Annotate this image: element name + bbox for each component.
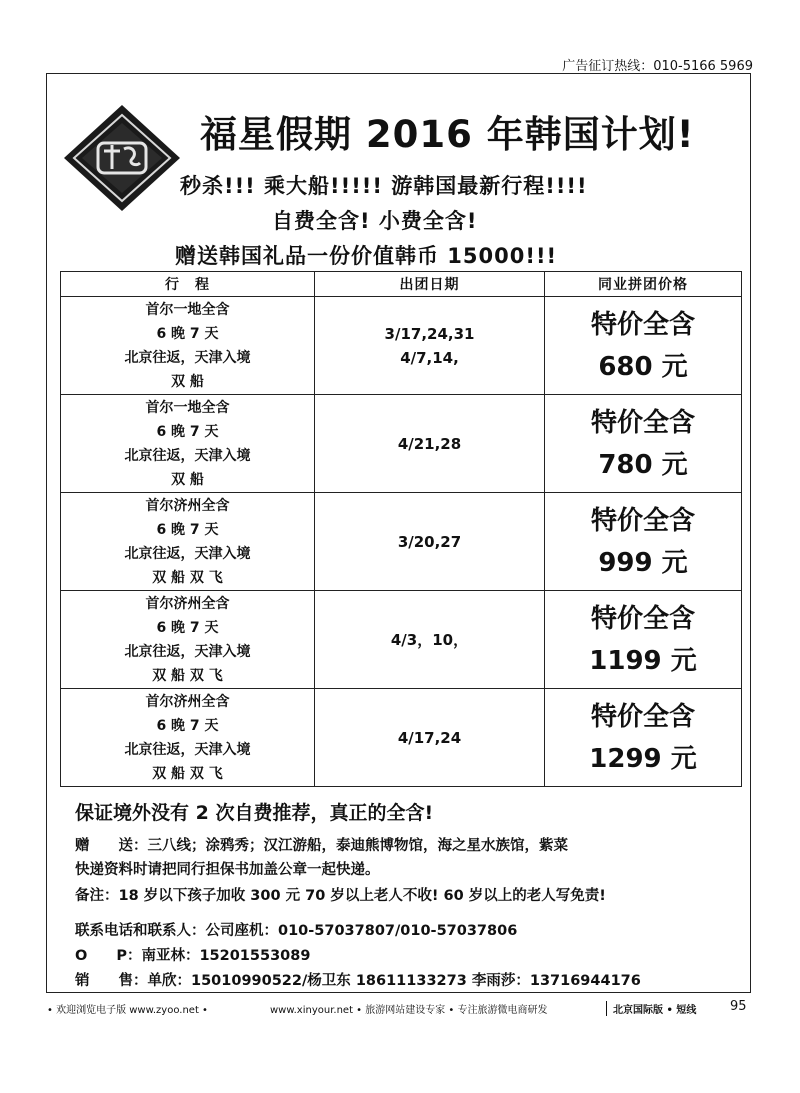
route-cell (61, 493, 315, 591)
price-value: 780 元 (598, 449, 688, 480)
op-text: O P：南亚林：15201553089 (75, 948, 311, 964)
route-line: 首尔济州全含 (145, 595, 230, 612)
route-line: 6 晚 7 天 (156, 619, 219, 636)
departure-date: 4/17,24 (397, 728, 462, 747)
departure-date: 3/17,24,31 (384, 324, 475, 343)
gift-text: 赠 送：三八线；涂鸦秀；汉江游船，泰迪熊博物馆，海之星水族馆，紫菜 (75, 838, 568, 854)
dates-cell (315, 591, 545, 689)
itinerary-table (60, 271, 742, 787)
route-line: 6 晚 7 天 (156, 717, 219, 734)
route-line: 首尔一地全含 (145, 399, 230, 416)
price-label: 特价全含 (590, 603, 695, 634)
departure-date: 4/7,14, (400, 348, 459, 367)
promo-line-2: 自费全含! 小费全含! (272, 209, 478, 233)
price-label: 特价全含 (590, 701, 695, 732)
note-text: 备注：18 岁以下孩子加收 300 元 70 岁以上老人不收! 60 岁以上的老人写免责! (75, 888, 606, 904)
route-line: 北京往返，天津入境 (124, 349, 251, 366)
route-line: 双 船 (171, 373, 204, 390)
dates-cell (315, 297, 545, 395)
header-dates: 出团日期 (315, 272, 545, 297)
dates-cell (315, 395, 545, 493)
price-label: 特价全含 (590, 407, 695, 438)
route-line: 首尔济州全含 (145, 497, 230, 514)
page-number: 95 (730, 999, 747, 1014)
route-line: 6 晚 7 天 (156, 423, 219, 440)
route-line: 北京往返，天津入境 (124, 447, 251, 464)
table-row (61, 395, 742, 493)
price-value: 999 元 (598, 547, 688, 578)
route-line: 双 船 双 飞 (152, 765, 223, 782)
footer-mid: www.xinyour.net • 旅游网站建设专家 • 专注旅游微电商研发 (270, 1005, 548, 1016)
guarantee-text: 保证境外没有 2 次自费推荐，真正的全含! (75, 802, 434, 824)
departure-date: 4/21,28 (397, 434, 462, 453)
route-line: 北京往返，天津入境 (124, 741, 251, 758)
table-row (61, 493, 742, 591)
contact-text: 联系电话和联系人：公司座机：010-57037807/010-57037806 (75, 923, 518, 939)
price-cell (545, 395, 742, 493)
price-value: 1299 元 (589, 743, 697, 774)
route-cell (61, 591, 315, 689)
departure-date: 4/3，10， (390, 630, 469, 649)
price-cell (545, 297, 742, 395)
route-line: 北京往返，天津入境 (124, 643, 251, 660)
route-cell (61, 689, 315, 787)
header-route: 行 程 (61, 272, 315, 297)
route-line: 北京往返，天津入境 (124, 545, 251, 562)
price-value: 1199 元 (589, 645, 697, 676)
table-row (61, 297, 742, 395)
route-line: 双 船 (171, 471, 204, 488)
route-line: 首尔济州全含 (145, 693, 230, 710)
price-cell (545, 689, 742, 787)
sales-text: 销 售：单欣：15010990522/杨卫东 18611133273 李雨莎：13716944176 (75, 973, 641, 989)
gift-text-2: 快递资料时请把同行担保书加盖公章一起快递。 (75, 862, 380, 878)
route-line: 首尔一地全含 (145, 301, 230, 318)
route-line: 双 船 双 飞 (152, 667, 223, 684)
promo-line-3: 赠送韩国礼品一份价值韩币 15000!!! (175, 244, 558, 268)
price-cell (545, 591, 742, 689)
page-title: 福星假期 2016 年韩国计划! (200, 113, 695, 156)
price-label: 特价全含 (590, 505, 695, 536)
route-line: 双 船 双 飞 (152, 569, 223, 586)
route-cell (61, 395, 315, 493)
footer-right: 北京国际版 • 短线 (606, 1001, 696, 1016)
table-row (61, 689, 742, 787)
price-label: 特价全含 (590, 309, 695, 340)
price-cell (545, 493, 742, 591)
route-line: 6 晚 7 天 (156, 521, 219, 538)
departure-date: 3/20,27 (397, 532, 462, 551)
dates-cell (315, 689, 545, 787)
footer-left: • 欢迎浏览电子版 www.zyoo.net • (47, 1005, 208, 1016)
route-cell (61, 297, 315, 395)
table-header-row (61, 272, 742, 297)
company-logo (62, 103, 182, 213)
dates-cell (315, 493, 545, 591)
route-line: 6 晚 7 天 (156, 325, 219, 342)
table-row (61, 591, 742, 689)
header-price: 同业拼团价格 (545, 272, 742, 297)
ad-hotline: 广告征订热线：010-5166 5969 (562, 59, 753, 74)
price-value: 680 元 (598, 351, 688, 382)
promo-line-1: 秒杀!!! 乘大船!!!!! 游韩国最新行程!!!! (180, 174, 588, 198)
